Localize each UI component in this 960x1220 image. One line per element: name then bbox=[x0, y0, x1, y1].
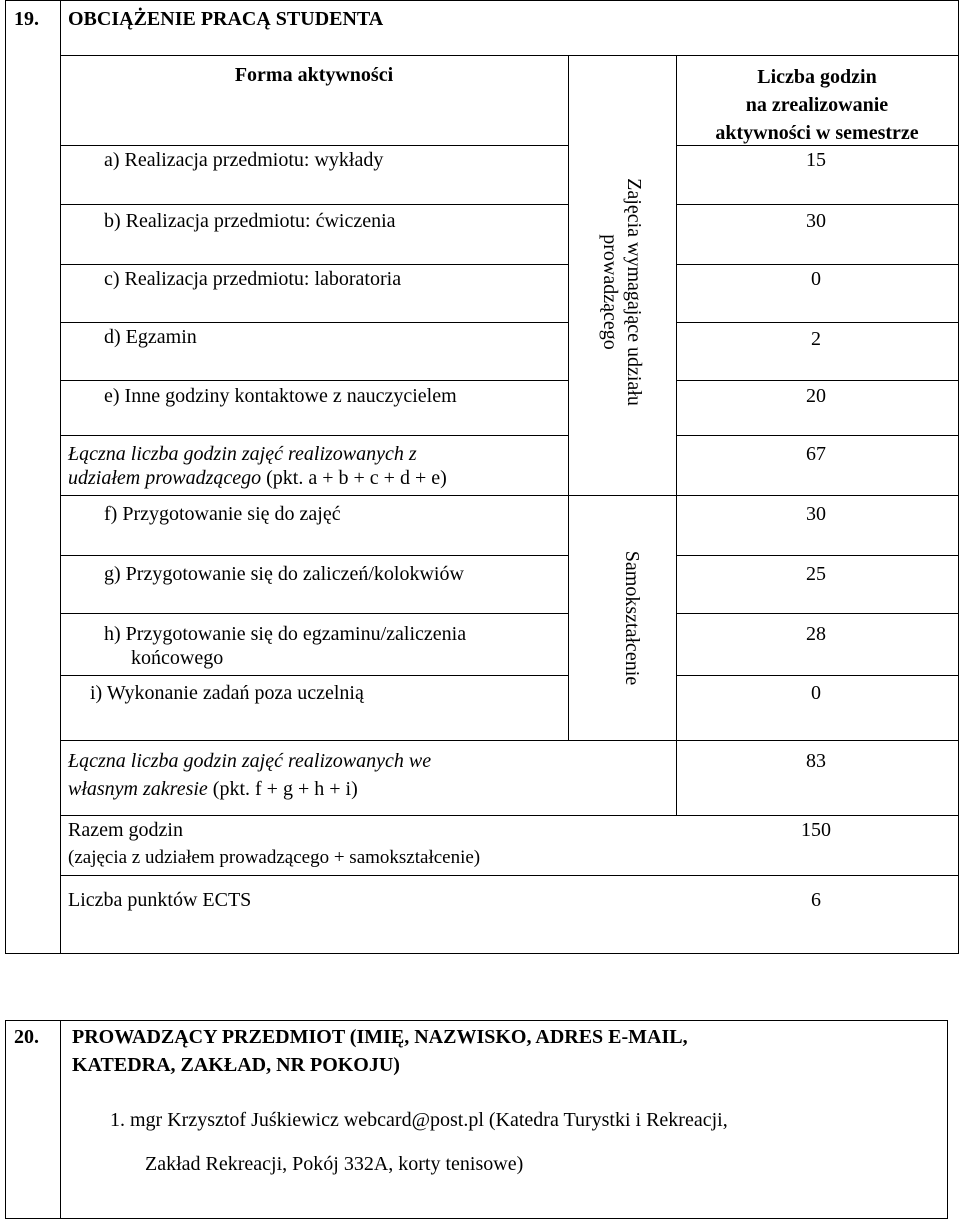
section-title: OBCIĄŻENIE PRACĄ STUDENTA bbox=[68, 8, 384, 30]
row-label-i: i) Wykonanie zadań poza uczelnią bbox=[90, 682, 364, 704]
contact-total-line2-rest: (pkt. a + b + c + d + e) bbox=[261, 467, 447, 489]
row-divider bbox=[676, 555, 958, 556]
section-number: 19. bbox=[14, 8, 39, 30]
self-total-value: 83 bbox=[806, 750, 826, 772]
total-line2: (zajęcia z udziałem prowadzącego + samokształcenie) bbox=[68, 847, 481, 868]
row-label-c: c) Realizacja przedmiotu: laboratoria bbox=[104, 268, 402, 290]
self-total-line2-rest: (pkt. f + g + h + i) bbox=[207, 778, 358, 800]
row-value-h: 28 bbox=[806, 623, 826, 645]
group-label-contact bbox=[598, 142, 646, 442]
contact-total-line2-italic: udziałem prowadzącego bbox=[68, 467, 262, 489]
row-value-d: 2 bbox=[811, 328, 821, 350]
section-20-title-line1: PROWADZĄCY PRZEDMIOT (IMIĘ, NAZWISKO, ADRES E-MAIL, bbox=[72, 1026, 688, 1048]
row-divider bbox=[60, 815, 958, 816]
border-left bbox=[5, 0, 6, 954]
header-hours-line: na zrealizowanie bbox=[745, 94, 889, 116]
row-value-g: 25 bbox=[806, 563, 826, 585]
ects-value: 6 bbox=[811, 889, 821, 911]
group-label-line: prowadzącego bbox=[599, 234, 621, 350]
row-divider bbox=[60, 204, 568, 205]
border-top bbox=[5, 0, 958, 1]
total-line1: Razem godzin bbox=[68, 819, 183, 841]
header-hours-line: Liczba godzin bbox=[757, 66, 877, 88]
row-divider bbox=[60, 435, 568, 436]
lecturer-entry-line1: 1. mgr Krzysztof Juśkiewicz webcard@post.pl (Katedra Turystki i Rekreacji, bbox=[110, 1109, 728, 1131]
row-value-a: 15 bbox=[806, 149, 826, 171]
s20-border-right bbox=[947, 1020, 948, 1219]
self-total-line2-italic: własnym zakresie bbox=[68, 778, 208, 800]
row-divider bbox=[60, 875, 958, 876]
lecturer-entry-line2: Zakład Rekreacji, Pokój 332A, korty tenisowe) bbox=[145, 1153, 524, 1175]
header-divider-left bbox=[60, 145, 568, 146]
header-activity: Forma aktywności bbox=[234, 64, 394, 86]
self-total-label bbox=[68, 749, 431, 801]
row-divider bbox=[60, 740, 958, 741]
row-divider bbox=[676, 322, 958, 323]
section-20-number: 20. bbox=[14, 1026, 39, 1048]
group-label-line: Zajęcia wymagające udziału bbox=[623, 178, 645, 406]
row-divider bbox=[676, 264, 958, 265]
header-hours bbox=[676, 63, 958, 147]
row-label-g: g) Przygotowanie się do zaliczeń/kolokwiów bbox=[104, 563, 464, 585]
row-divider bbox=[676, 675, 958, 676]
row-divider bbox=[676, 380, 958, 381]
row-divider bbox=[60, 380, 568, 381]
group-label-self: Samokształcenie bbox=[621, 550, 643, 686]
row-label-a: a) Realizacja przedmiotu: wykłady bbox=[104, 149, 384, 171]
row-label-h-line1: h) Przygotowanie się do egzaminu/zaliczenia bbox=[104, 623, 467, 645]
border-bottom bbox=[5, 953, 958, 954]
row-value-e: 20 bbox=[806, 385, 826, 407]
row-label-h-line2: końcowego bbox=[131, 647, 224, 669]
section-20-title bbox=[72, 1025, 688, 1077]
s20-border-left bbox=[5, 1020, 6, 1219]
s20-border-top bbox=[5, 1020, 947, 1021]
row-label-d: d) Egzamin bbox=[104, 326, 197, 348]
total-value: 150 bbox=[801, 819, 831, 841]
group-column-left bbox=[568, 55, 569, 740]
row-value-c: 0 bbox=[811, 268, 821, 290]
row-label-e: e) Inne godziny kontaktowe z nauczycielem bbox=[104, 385, 457, 407]
row-value-f: 30 bbox=[806, 503, 826, 525]
self-total-line1: Łączna liczba godzin zajęć realizowanych we bbox=[68, 750, 432, 772]
row-divider bbox=[60, 264, 568, 265]
s20-border-bottom bbox=[5, 1218, 947, 1219]
row-divider bbox=[60, 555, 568, 556]
border-right bbox=[958, 0, 959, 954]
header-hours-line: aktywności w semestrze bbox=[715, 122, 919, 144]
row-divider bbox=[60, 322, 568, 323]
section-20-title-line2: KATEDRA, ZAKŁAD, NR POKOJU) bbox=[72, 1054, 400, 1076]
contact-total-value: 67 bbox=[806, 443, 826, 465]
row-divider bbox=[676, 613, 958, 614]
row-label-h bbox=[104, 622, 466, 670]
row-divider bbox=[676, 204, 958, 205]
contact-total-line1: Łączna liczba godzin zajęć realizowanych z bbox=[68, 443, 417, 465]
number-column-divider bbox=[60, 0, 61, 954]
row-value-b: 30 bbox=[806, 210, 826, 232]
total-label bbox=[68, 818, 480, 870]
s20-number-divider bbox=[60, 1020, 61, 1219]
row-label-f: f) Przygotowanie się do zajęć bbox=[104, 503, 341, 525]
row-divider bbox=[676, 435, 958, 436]
row-divider bbox=[60, 613, 568, 614]
row-label-b: b) Realizacja przedmiotu: ćwiczenia bbox=[104, 210, 396, 232]
row-value-i: 0 bbox=[811, 682, 821, 704]
contact-self-divider bbox=[60, 495, 958, 496]
row-divider bbox=[60, 675, 568, 676]
contact-total-label bbox=[68, 442, 447, 490]
title-row-divider bbox=[60, 55, 958, 56]
ects-label: Liczba punktów ECTS bbox=[68, 889, 252, 911]
